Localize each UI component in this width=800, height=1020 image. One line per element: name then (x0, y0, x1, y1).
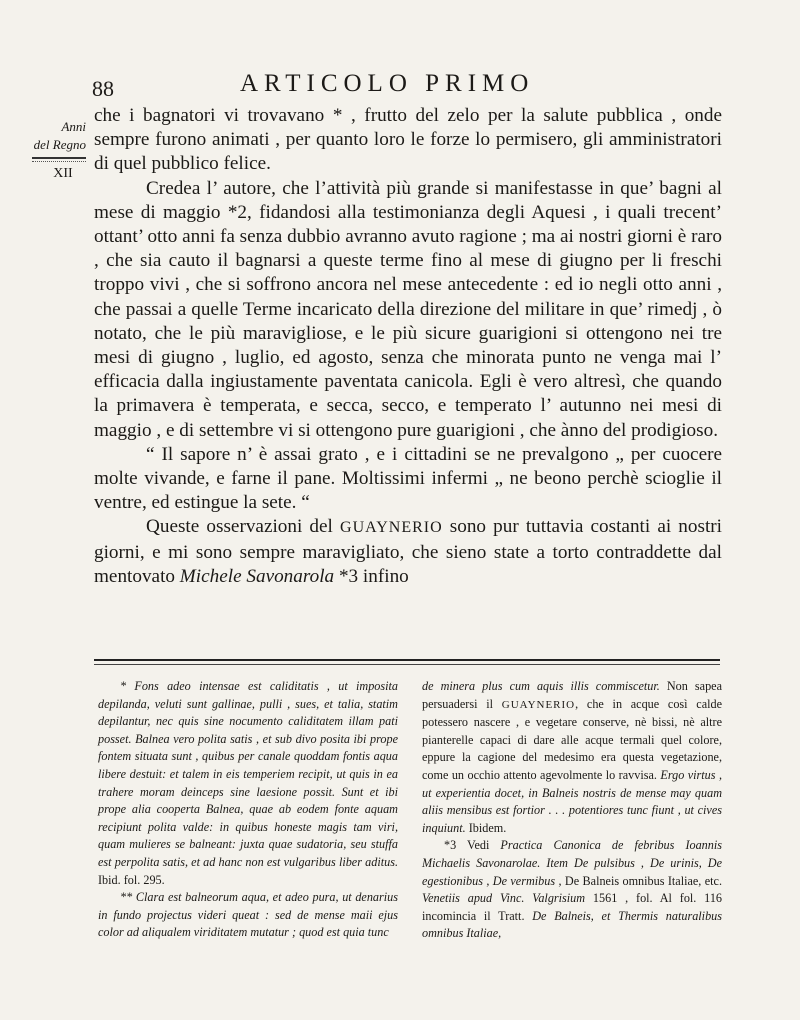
footnote-2-latin-end: de minera plus cum aquis illis commiscetur. (422, 679, 660, 693)
footnote-3-imprint: Venetiis apud Vinc. Valgrisium (422, 891, 586, 906)
footnote-divider-thin (94, 664, 720, 665)
footnote-2-italian-a: Non sapea persuadersi il (422, 679, 722, 711)
running-head: ARTICOLO PRIMO (240, 70, 535, 97)
footnote-2-italian-b: , che in acque così calde potessero nascere , e vegetare conserve, nè bissi, nè altre pianterelle capaci di dare alle acque termali quel colore, eppure la cagione del medesimo era questa vegetazione, come un occhio attento agevolmente lo ravvisa. (422, 696, 722, 782)
author-name-guaynerio: GUAYNERIO (340, 519, 443, 537)
paragraph-4-part-c: *3 infino (338, 565, 409, 587)
page-number: 88 (92, 76, 114, 101)
paragraph-4-part-b: sono pur tuttavia costanti ai nostri giorni, e mi sono sempre maravigliato, che sieno state a torto contraddette dal mentovato (94, 516, 722, 587)
footnote-2-continued (422, 678, 722, 837)
margin-ornament-rule (32, 157, 86, 162)
footnote-3-folio: 1561 , fol. Al fol. 116 incomincia il Tratt. (422, 891, 723, 923)
body-text (94, 104, 722, 589)
footnote-2-ref: Ibidem. (468, 820, 507, 835)
author-name-savonarola: Michele Savonarola (179, 565, 335, 587)
footnotes-left-column (98, 678, 398, 942)
footnote-1-ref: Ibid. fol. 295. (98, 872, 165, 887)
footnote-3-treatise: De Balneis, et Thermis naturalibus omnibus Italiae, (422, 908, 722, 941)
footnote-2: ** Clara est balneorum aqua, et adeo pura, ut denarius in fundo projectus videri queat : sed de mense maii ejus color ad aliqualem viriditatem mutatur ; quod est quia tunc (98, 890, 398, 940)
footnote-3-lead: *3 Vedi (444, 838, 490, 853)
paragraph-3-quote: “ Il sapore n’ è assai grato , e i cittadini se ne prevalgono „ per cuocere molte vivande, e farne il pane. Moltissimi infermi „ ne beono perchè scioglie il ventre, ed estingue la sete. “ (94, 443, 722, 514)
paragraph-2: Credea l’ autore, che l’attività più grande si manifestasse in que’ bagni al mese di maggio *2, fidandosi alla testimonianza degli Aquesi , i quali trecent’ ottant’ otto anni fa senza dubbio avranno avuto ragione ; ma ai nostri giorni è raro , che sia cauto il bagnarsi a queste terme fino al mese di giugno per li freschi troppo vivi , che si soffrono ancora nel mese antecedente : ed io negli otto anni , che passai a quelle Terme incaricato della direzione del militare in que’ rimedj , ò notato, che le più maravigliose, e le più sicure guarigioni si ottengono nei tre mesi di giugno , luglio, ed agosto, senza che minorata punto ne venga mai l’ efficacia dalla ingiustamente paventata canicola. Egli è vero altresì, che quando la primavera è temperata, e secca, secco, e temperato l’ autunno nei mesi di maggio , e di settembre vi si ottengono pure guarigioni , che ànno del prodigioso. (94, 177, 722, 441)
paragraph-4 (94, 515, 722, 589)
footnote-3 (422, 837, 722, 943)
footnote-divider (94, 659, 720, 661)
paragraph-4-part-a: Queste osservazioni del (146, 516, 333, 538)
footnote-1 (98, 678, 398, 889)
footnote-author-guaynerio: GUAYNERIO (501, 698, 576, 711)
footnote-3-title: Practica Canonica de febribus Ioannis Michaelis Savonarolae. Item De pulsibus , De urinis, De egestionibus , De vermibus , (422, 838, 723, 888)
footnote-3-balneis: De Balneis omnibus Italiae, etc. (564, 873, 723, 888)
margin-note-line1: Anni (61, 119, 86, 134)
margin-note (14, 118, 86, 183)
footnote-2-latin-quote: Ergo virtus , ut experientia docet, in Balneis nostris de mense may quam aliis mensibus est fortior . . . potentiores tunc fiunt , ut cives inquiunt. (422, 767, 723, 835)
margin-note-line2: del Regno (33, 137, 86, 152)
footnotes-right-column (422, 678, 722, 943)
margin-note-number: XII (53, 166, 73, 181)
paragraph-1: che i bagnatori vi trovavano * , frutto del zelo per la salute pubblica , onde sempre furono animati , per quanto loro le forze lo permisero, gli amministratori di quel pubblico felice. (94, 105, 722, 175)
footnote-1-text: * Fons adeo intensae est caliditatis , ut imposita depilanda, veluti sunt gallinae, pulli , sues, et talia, statim depilantur, nec quis sine nocumento caliditatem illam pati posset. Balnea vero polita satis , et sub divo posita ibi prope fontem situata sunt , quibus per canale quoddam fontis aqua libere destuit: et talem in eis temperiem recipit, ut quis in ea trahere moram deinceps sine laesione possit. Sunt et ibi prope alia cooperta Balnea, quae ab eodem fonte aquam recipiunt polita valde: in quibus honeste magis tam viri, quam mulieres se balneant: juxta quae sudatoria, seu stuffa est perpolita satis, et ad hanc non est vulgaribus liber aditus. (98, 679, 398, 869)
